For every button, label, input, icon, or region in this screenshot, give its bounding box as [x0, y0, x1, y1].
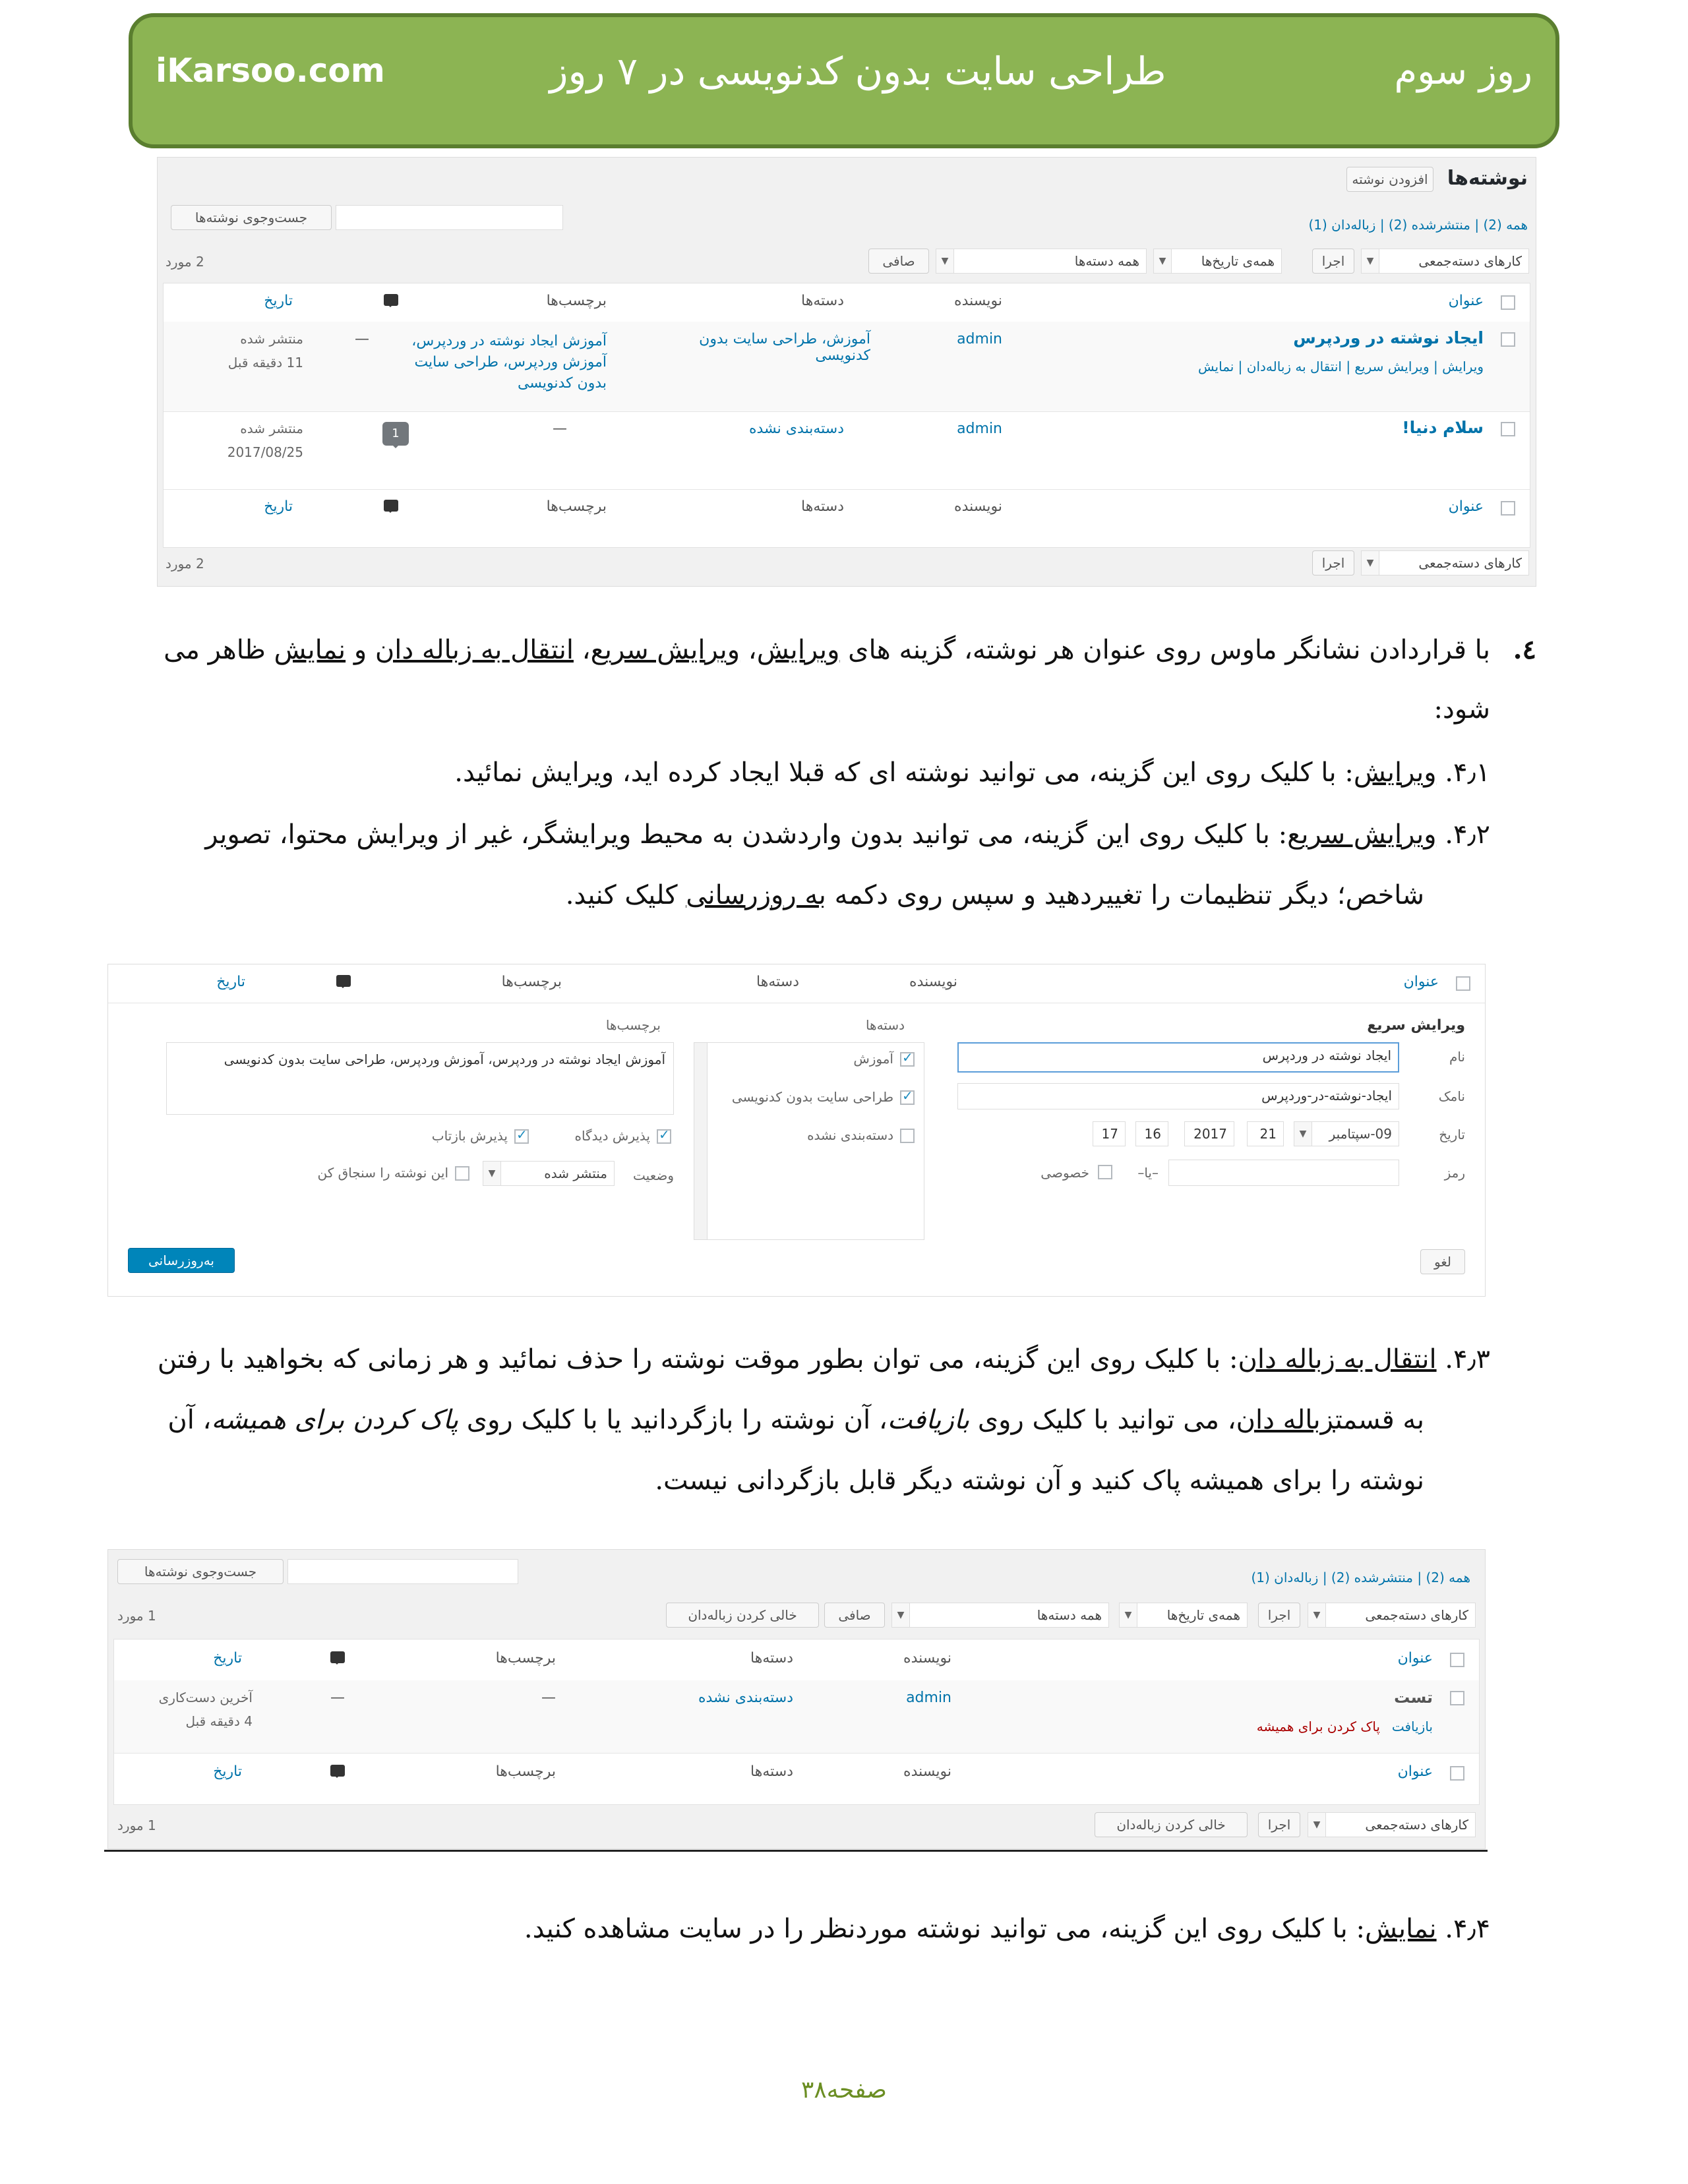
term-quick-edit: ویرایش سریع — [1287, 819, 1437, 850]
bulk-actions-select-bottom[interactable]: کارهای دسته‌جمعی ▼ — [1308, 1812, 1476, 1837]
term-quick-edit: ویرایش سریع — [590, 635, 740, 665]
day-label: روز سوم — [1394, 50, 1532, 93]
site-name: iKarsoo.com — [156, 51, 385, 90]
post-author[interactable]: admin — [906, 1690, 951, 1706]
search-posts-button[interactable]: جست‌وجوی نوشته‌ها — [171, 205, 332, 230]
apply-button[interactable]: اجرا — [1258, 1603, 1300, 1628]
term-trash: زباله دان — [1236, 1405, 1335, 1435]
posts-table — [163, 283, 1530, 548]
post-status: منتشر شده — [240, 421, 303, 436]
status-select[interactable]: منتشر شده ▼ — [483, 1161, 615, 1186]
column-title[interactable]: عنوان — [1448, 293, 1484, 309]
comments-icon — [384, 294, 398, 306]
term-trash: انتقال به زباله دان — [1238, 1344, 1437, 1374]
label-slug: نامک — [1438, 1088, 1465, 1104]
delete-permanently-link[interactable]: پاک کردن برای همیشه — [1256, 1719, 1380, 1734]
comments-icon — [330, 1765, 345, 1777]
tags-textarea[interactable]: آموزش ایجاد نوشته در وردپرس، آموزش وردپرس، طراحی سایت بدون کدنویسی — [166, 1042, 674, 1115]
column-categories: دسته‌ها — [750, 1763, 793, 1780]
chevron-down-icon: ▼ — [936, 249, 954, 273]
restore-link[interactable]: بازیافت — [1391, 1719, 1433, 1734]
comment-count-bubble[interactable]: 1 — [382, 422, 409, 446]
category-checkbox[interactable] — [900, 1052, 915, 1067]
sticky-label: این نوشته را سنجاق کن — [317, 1165, 448, 1181]
post-comments: — — [330, 1690, 345, 1706]
item-count-bottom: 2 مورد — [166, 556, 204, 572]
bulk-actions-select[interactable]: کارهای دسته‌جمعی ▼ — [1308, 1603, 1476, 1628]
quick-edit-screenshot — [107, 964, 1486, 1297]
select-all-checkbox[interactable] — [1501, 295, 1515, 310]
hour-input[interactable]: 16 — [1135, 1121, 1168, 1146]
label-categories: دسته‌ها — [865, 1017, 905, 1033]
categories-select[interactable]: همه دسته‌ها ▼ — [891, 1603, 1109, 1628]
category-label: دسته‌بندی نشده — [807, 1127, 893, 1143]
column-author: نویسنده — [903, 1763, 951, 1780]
update-button[interactable]: به‌روزرسانی — [128, 1248, 235, 1273]
allow-comments-label: پذیرش دیدگاه — [574, 1128, 650, 1144]
post-title: تست — [1394, 1688, 1433, 1707]
label-tags: برچسب‌ها — [605, 1017, 661, 1033]
select-all-checkbox[interactable] — [1450, 1766, 1464, 1781]
post-title-link[interactable]: سلام دنیا! — [1402, 418, 1484, 437]
item-number: ۴٫۳ — [1453, 1344, 1490, 1374]
select-all-checkbox[interactable] — [1456, 976, 1470, 991]
term-trash: انتقال به زباله دان — [375, 635, 574, 665]
slug-input[interactable]: ایجاد-نوشته-در-وردپرس — [957, 1083, 1399, 1109]
apply-button-bottom[interactable]: اجرا — [1258, 1812, 1300, 1837]
apply-button[interactable]: اجرا — [1312, 249, 1354, 274]
column-author: نویسنده — [909, 974, 957, 990]
chevron-down-icon: ▼ — [1308, 1813, 1326, 1837]
filter-button[interactable]: صافی — [868, 249, 929, 274]
table-row — [164, 411, 1530, 490]
document-title: طراحی سایت بدون کدنویسی در ۷ روز — [549, 49, 1166, 94]
add-new-button[interactable]: افزودن نوشته — [1346, 167, 1433, 192]
select-all-checkbox[interactable] — [1501, 501, 1515, 516]
password-input[interactable] — [1168, 1160, 1399, 1186]
paragraph-4-3-line2: به قسمتزباله دان، می توانید با کلیک روی بازیافت، آن نوشته را بازگردانید یا با کلیک روی پاک کردن برای همیشه، آن — [167, 1405, 1424, 1435]
item-count: 1 مورد — [117, 1608, 156, 1624]
name-input[interactable]: ایجاد نوشته در وردپرس — [957, 1042, 1399, 1073]
categories-checklist — [694, 1042, 924, 1240]
post-status: منتشر شده — [240, 331, 303, 347]
select-all-checkbox[interactable] — [1450, 1653, 1464, 1667]
separator-line — [104, 1850, 1488, 1852]
paragraph-4-2: ۴٫۲. ویرایش سریع: با کلیک روی این گزینه، می توانید بدون واردشدن به محیط ویرایشگر، غیر از ویرایش محتوا، تصویر — [205, 819, 1490, 850]
chevron-down-icon: ▼ — [892, 1603, 910, 1627]
search-input[interactable] — [336, 205, 563, 230]
row-checkbox[interactable] — [1450, 1691, 1464, 1705]
paragraph-item-4: ٤. با قراردادن نشانگر ماوس روی عنوان هر نوشته، گزینه های ویرایش، ویرایش سریع، انتقال به زباله دان و نمایش ظاهر می — [138, 620, 1490, 680]
minute-input[interactable]: 17 — [1093, 1121, 1126, 1146]
comments-icon — [330, 1651, 345, 1663]
chevron-down-icon: ▼ — [483, 1162, 501, 1185]
dates-select[interactable]: همه‌ی تاریخ‌ها ▼ — [1119, 1603, 1248, 1628]
status-filters[interactable]: همه (2) | منتشرشده (2) | زباله‌دان (1) — [1308, 217, 1528, 233]
header-banner — [129, 13, 1559, 148]
column-date[interactable]: تاریخ — [213, 1650, 242, 1667]
column-categories: دسته‌ها — [801, 498, 844, 515]
or-label: –یا– — [1137, 1165, 1159, 1181]
search-posts-button[interactable]: جست‌وجوی نوشته‌ها — [117, 1559, 284, 1584]
post-date: 11 دقیقه قبل — [227, 355, 303, 370]
item-number: ۴٫۴ — [1453, 1914, 1490, 1944]
empty-trash-button-bottom[interactable]: خالی کردن زباله‌دان — [1095, 1812, 1248, 1837]
column-title[interactable]: عنوان — [1397, 1763, 1433, 1780]
day-input[interactable]: 21 — [1247, 1121, 1284, 1146]
category-label: آموزش — [853, 1051, 893, 1067]
post-tags: — — [541, 1690, 556, 1706]
post-title-link[interactable]: ایجاد نوشته در وردپرس — [1293, 328, 1484, 347]
paragraph-4-3-line3: نوشته را برای همیشه پاک کنید و آن نوشته دیگر قابل بازگردانی نیست. — [655, 1465, 1424, 1496]
item-count: 2 مورد — [166, 254, 204, 270]
page-number: صفحه۳۸ — [801, 2077, 887, 2104]
page-title: نوشته‌ها — [1447, 167, 1528, 190]
item-number: ۴٫۲ — [1453, 819, 1490, 850]
column-categories: دسته‌ها — [750, 1650, 793, 1667]
post-date: 2017/08/25 — [227, 444, 303, 460]
label-date: تاریخ — [1439, 1127, 1465, 1142]
post-tags[interactable]: آموزش ایجاد نوشته در وردپرس، آموزش وردپرس، طراحی سایت بدون کدنویسی — [411, 333, 607, 392]
filter-button[interactable]: صافی — [824, 1603, 885, 1628]
allow-comments-checkbox[interactable] — [657, 1129, 671, 1144]
categories-select[interactable]: همه دسته‌ها ▼ — [936, 249, 1147, 274]
column-tags: برچسب‌ها — [495, 1763, 556, 1780]
term-edit: ویرایش — [756, 635, 840, 665]
label-status: وضعیت — [633, 1167, 674, 1183]
comments-icon — [384, 500, 398, 512]
chevron-down-icon: ▼ — [1362, 551, 1379, 575]
chevron-down-icon: ▼ — [1154, 249, 1172, 273]
paragraph-item-4-cont: شود: — [1433, 694, 1490, 724]
label-password: رمز — [1444, 1165, 1465, 1181]
category-label: طراحی سایت بدون کدنویسی — [731, 1089, 893, 1105]
column-tags: برچسب‌ها — [495, 1650, 556, 1667]
term-restore: بازیافت — [887, 1405, 970, 1435]
term-update: به روزرسانی — [686, 880, 826, 910]
table-header — [108, 964, 1485, 1003]
sticky-checkbox[interactable] — [455, 1166, 469, 1181]
column-categories: دسته‌ها — [801, 293, 844, 309]
post-author[interactable]: admin — [957, 331, 1002, 347]
post-author[interactable]: admin — [957, 421, 1002, 437]
column-tags: برچسب‌ها — [546, 498, 607, 515]
term-view: نمایش — [1365, 1914, 1437, 1944]
paragraph-4-4: ۴٫۴. نمایش: با کلیک روی این گزینه، می توانید نوشته موردنظر را در سایت مشاهده کنید. — [524, 1914, 1490, 1944]
item-count-bottom: 1 مورد — [117, 1817, 156, 1833]
column-date[interactable]: تاریخ — [213, 1763, 242, 1780]
apply-button-bottom[interactable]: اجرا — [1312, 550, 1354, 576]
post-categories[interactable]: دسته‌بندی نشده — [698, 1690, 793, 1706]
label-name: نام — [1449, 1049, 1465, 1065]
item-number: ٤. — [1513, 634, 1536, 665]
term-delete-permanently: پاک کردن برای همیشه — [211, 1405, 459, 1435]
table-footer — [114, 1753, 1479, 1794]
column-title[interactable]: عنوان — [1403, 974, 1439, 990]
row-actions[interactable]: ویرایش | ویرایش سریع | انتقال به زباله‌دان | نمایش — [1198, 359, 1484, 374]
category-checkbox[interactable] — [900, 1129, 915, 1143]
column-tags: برچسب‌ها — [546, 293, 607, 309]
chevron-down-icon: ▼ — [1308, 1603, 1326, 1627]
bulk-actions-select[interactable]: کارهای دسته‌جمعی ▼ — [1361, 249, 1529, 274]
table-row — [114, 1680, 1479, 1754]
column-tags: برچسب‌ها — [501, 974, 562, 990]
table-footer — [164, 489, 1530, 529]
cancel-button[interactable]: لغو — [1420, 1249, 1465, 1274]
post-date: 4 دقیقه قبل — [185, 1713, 253, 1729]
empty-trash-button[interactable]: خالی کردن زباله‌دان — [666, 1603, 819, 1628]
column-date[interactable]: تاریخ — [216, 974, 245, 990]
post-status: آخرین دست‌کاری — [158, 1690, 253, 1705]
column-title[interactable]: عنوان — [1397, 1650, 1433, 1667]
table-header — [114, 1639, 1479, 1681]
bulk-actions-select-bottom[interactable]: کارهای دسته‌جمعی ▼ — [1361, 550, 1529, 576]
status-filters[interactable]: همه (2) | منتشرشده (2) | زباله‌دان (1) — [1251, 1570, 1470, 1585]
quick-edit-heading: ویرایش سریع — [1367, 1017, 1465, 1034]
private-checkbox[interactable] — [1098, 1165, 1112, 1179]
post-comments: — — [355, 331, 369, 347]
item-number: ۴٫۱ — [1453, 757, 1490, 788]
column-date[interactable]: تاریخ — [264, 293, 293, 309]
term-edit: ویرایش — [1353, 757, 1437, 788]
post-categories[interactable]: دسته‌بندی نشده — [748, 421, 844, 437]
dates-select[interactable]: همه‌ی تاریخ‌ها ▼ — [1153, 249, 1282, 274]
column-author: نویسنده — [903, 1650, 951, 1667]
column-title[interactable]: عنوان — [1448, 498, 1484, 515]
table-header — [164, 283, 1530, 322]
column-author: نویسنده — [954, 498, 1002, 515]
search-input[interactable] — [287, 1559, 518, 1584]
private-label: خصوصی — [1040, 1165, 1089, 1181]
post-categories[interactable]: آموزش، طراحی سایت بدون کدنویسی — [699, 331, 870, 364]
paragraph-4-3: ۴٫۳. انتقال به زباله دان: با کلیک روی این گزینه، می توان بطور موقت نوشته را حذف نمائید و هر زمانی که بخواهید با رفتن — [157, 1344, 1490, 1374]
column-date[interactable]: تاریخ — [264, 498, 293, 515]
allow-pings-label: پذیرش بازتاب — [431, 1128, 508, 1144]
month-select[interactable]: 09-سپتامبر ▼ — [1294, 1121, 1399, 1146]
row-checkbox[interactable] — [1501, 332, 1515, 347]
posts-list-screenshot — [157, 157, 1536, 587]
column-categories: دسته‌ها — [756, 974, 799, 990]
trash-list-screenshot — [107, 1549, 1486, 1849]
chevron-down-icon: ▼ — [1294, 1122, 1312, 1146]
table-row — [164, 322, 1530, 412]
allow-pings-checkbox[interactable] — [514, 1129, 529, 1144]
chevron-down-icon: ▼ — [1362, 249, 1379, 273]
year-input[interactable]: 2017 — [1184, 1121, 1234, 1146]
paragraph-4-1: ۴٫۱. ویرایش: با کلیک روی این گزینه، می توانید نوشته ای که قبلا ایجاد کرده اید، ویرایش نمائید. — [454, 757, 1490, 788]
row-checkbox[interactable] — [1501, 422, 1515, 436]
chevron-down-icon: ▼ — [1120, 1603, 1137, 1627]
paragraph-4-2-cont: شاخص؛ دیگر تنظیمات را تغییردهید و سپس روی دکمه به روزرسانی کلیک کنید. — [565, 880, 1424, 910]
scrollbar[interactable] — [694, 1043, 708, 1239]
term-view: نمایش — [274, 635, 346, 665]
category-checkbox[interactable] — [900, 1090, 915, 1105]
trash-table — [113, 1639, 1480, 1805]
post-tags: — — [553, 421, 567, 437]
column-author: نویسنده — [954, 293, 1002, 309]
comments-icon — [336, 975, 351, 987]
